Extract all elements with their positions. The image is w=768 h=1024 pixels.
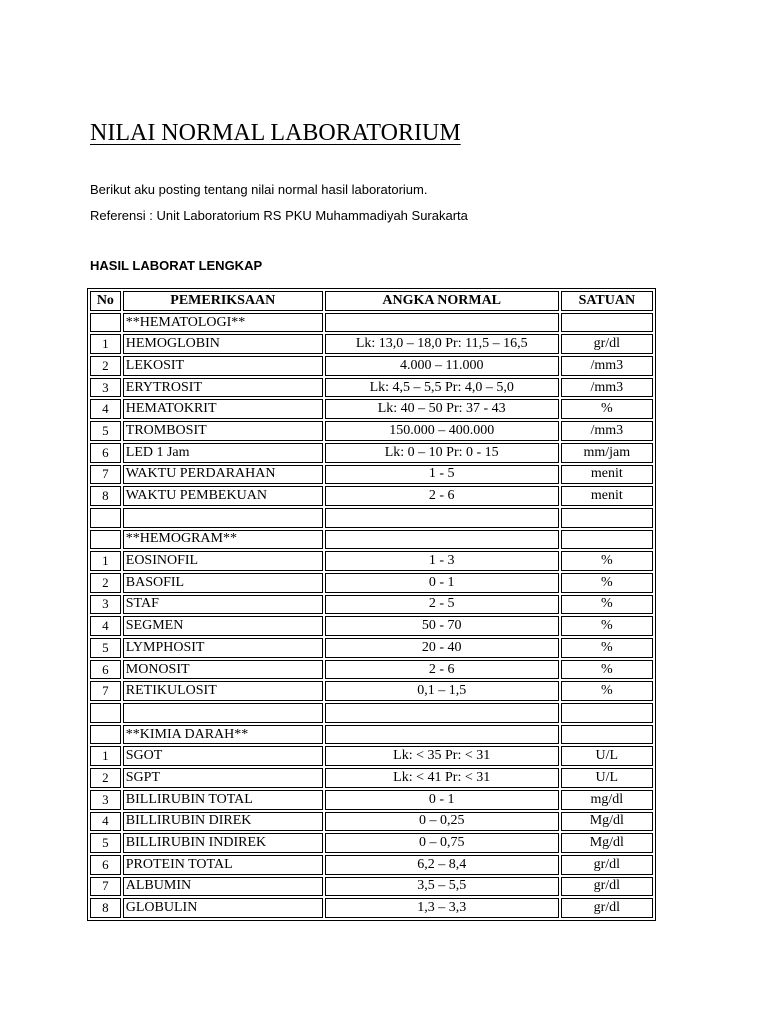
test-name <box>123 508 323 528</box>
row-number <box>90 703 121 723</box>
table-row <box>90 768 653 788</box>
test-name: ERYTROSIT <box>123 378 323 398</box>
table-row <box>90 746 653 766</box>
normal-range <box>325 530 559 550</box>
unit: % <box>561 616 653 636</box>
table-row <box>90 508 653 528</box>
unit: Mg/dl <box>561 812 653 832</box>
test-name: LYMPHOSIT <box>123 638 323 658</box>
unit: menit <box>561 465 653 485</box>
test-name: TROMBOSIT <box>123 421 323 441</box>
unit: % <box>561 595 653 615</box>
unit <box>561 313 653 333</box>
test-name: HEMATOKRIT <box>123 399 323 419</box>
normal-range: 50 - 70 <box>325 616 559 636</box>
table-row <box>90 898 653 918</box>
unit: gr/dl <box>561 898 653 918</box>
table-row <box>90 573 653 593</box>
table-header-row <box>90 291 653 311</box>
unit: % <box>561 551 653 571</box>
test-name: BILLIRUBIN DIREK <box>123 812 323 832</box>
normal-range: Lk: 13,0 – 18,0 Pr: 11,5 – 16,5 <box>325 334 559 354</box>
page-title: NILAI NORMAL LABORATORIUM <box>90 120 461 146</box>
normal-range: 1 - 3 <box>325 551 559 571</box>
test-name: SGPT <box>123 768 323 788</box>
row-number: 3 <box>90 378 121 398</box>
normal-range: 0 - 1 <box>325 790 559 810</box>
test-name: SGOT <box>123 746 323 766</box>
unit: % <box>561 573 653 593</box>
test-name: LEKOSIT <box>123 356 323 376</box>
unit: mm/jam <box>561 443 653 463</box>
row-number <box>90 530 121 550</box>
header-satuan: SATUAN <box>561 291 653 311</box>
test-name: STAF <box>123 595 323 615</box>
test-name: **HEMOGRAM** <box>123 530 323 550</box>
row-number: 1 <box>90 551 121 571</box>
normal-range: 0,1 – 1,5 <box>325 681 559 701</box>
table-row <box>90 356 653 376</box>
table-row <box>90 790 653 810</box>
unit: menit <box>561 486 653 506</box>
unit: % <box>561 399 653 419</box>
test-name: EOSINOFIL <box>123 551 323 571</box>
header-no: No <box>90 291 121 311</box>
normal-range <box>325 313 559 333</box>
intro-text: Berikut aku posting tentang nilai normal hasil laboratorium. <box>90 182 428 197</box>
test-name: MONOSIT <box>123 660 323 680</box>
unit <box>561 703 653 723</box>
row-number <box>90 508 121 528</box>
unit <box>561 508 653 528</box>
reference-text: Referensi : Unit Laboratorium RS PKU Muhammadiyah Surakarta <box>90 208 468 223</box>
row-number: 1 <box>90 746 121 766</box>
normal-range: 0 - 1 <box>325 573 559 593</box>
unit: /mm3 <box>561 421 653 441</box>
test-name: **HEMATOLOGI** <box>123 313 323 333</box>
test-name: HEMOGLOBIN <box>123 334 323 354</box>
row-number: 2 <box>90 356 121 376</box>
normal-range: Lk: < 35 Pr: < 31 <box>325 746 559 766</box>
unit: /mm3 <box>561 356 653 376</box>
table-row <box>90 595 653 615</box>
table-row <box>90 486 653 506</box>
row-number: 4 <box>90 616 121 636</box>
row-number <box>90 313 121 333</box>
row-number: 7 <box>90 681 121 701</box>
normal-range <box>325 703 559 723</box>
unit <box>561 725 653 745</box>
unit: /mm3 <box>561 378 653 398</box>
table-row <box>90 725 653 745</box>
row-number: 6 <box>90 855 121 875</box>
normal-range: Lk: 4,5 – 5,5 Pr: 4,0 – 5,0 <box>325 378 559 398</box>
table-row <box>90 443 653 463</box>
test-name: SEGMEN <box>123 616 323 636</box>
row-number: 6 <box>90 443 121 463</box>
row-number: 4 <box>90 812 121 832</box>
table-row <box>90 378 653 398</box>
unit: Mg/dl <box>561 833 653 853</box>
test-name: LED 1 Jam <box>123 443 323 463</box>
test-name: BILLIRUBIN TOTAL <box>123 790 323 810</box>
normal-range <box>325 508 559 528</box>
normal-range: 6,2 – 8,4 <box>325 855 559 875</box>
normal-range: Lk: 0 – 10 Pr: 0 - 15 <box>325 443 559 463</box>
test-name: ALBUMIN <box>123 877 323 897</box>
table-row <box>90 833 653 853</box>
row-number: 6 <box>90 660 121 680</box>
table-row <box>90 616 653 636</box>
table-row <box>90 551 653 571</box>
table-row <box>90 877 653 897</box>
unit: mg/dl <box>561 790 653 810</box>
unit: U/L <box>561 746 653 766</box>
header-angka-normal: ANGKA NORMAL <box>325 291 559 311</box>
normal-range: Lk: 40 – 50 Pr: 37 - 43 <box>325 399 559 419</box>
table-row <box>90 334 653 354</box>
test-name <box>123 703 323 723</box>
table-row <box>90 855 653 875</box>
normal-range: 4.000 – 11.000 <box>325 356 559 376</box>
normal-range: 2 - 6 <box>325 486 559 506</box>
row-number: 3 <box>90 790 121 810</box>
row-number: 7 <box>90 465 121 485</box>
unit: gr/dl <box>561 334 653 354</box>
row-number: 1 <box>90 334 121 354</box>
table-row <box>90 313 653 333</box>
row-number: 2 <box>90 768 121 788</box>
normal-range: 2 - 5 <box>325 595 559 615</box>
normal-range <box>325 725 559 745</box>
test-name: PROTEIN TOTAL <box>123 855 323 875</box>
normal-range: 3,5 – 5,5 <box>325 877 559 897</box>
row-number: 7 <box>90 877 121 897</box>
row-number: 4 <box>90 399 121 419</box>
test-name: BASOFIL <box>123 573 323 593</box>
row-number: 2 <box>90 573 121 593</box>
table-row <box>90 421 653 441</box>
header-pemeriksaan: PEMERIKSAAN <box>123 291 323 311</box>
unit: gr/dl <box>561 877 653 897</box>
normal-range: 0 – 0,75 <box>325 833 559 853</box>
unit: % <box>561 638 653 658</box>
unit <box>561 530 653 550</box>
normal-range: 0 – 0,25 <box>325 812 559 832</box>
normal-range: 150.000 – 400.000 <box>325 421 559 441</box>
normal-range: 1 - 5 <box>325 465 559 485</box>
row-number: 8 <box>90 898 121 918</box>
normal-range: 2 - 6 <box>325 660 559 680</box>
table-row <box>90 530 653 550</box>
row-number: 5 <box>90 421 121 441</box>
section-heading: HASIL LABORAT LENGKAP <box>90 258 263 273</box>
unit: % <box>561 660 653 680</box>
test-name: BILLIRUBIN INDIREK <box>123 833 323 853</box>
test-name: **KIMIA DARAH** <box>123 725 323 745</box>
row-number: 8 <box>90 486 121 506</box>
row-number: 5 <box>90 638 121 658</box>
table-row <box>90 465 653 485</box>
table-row <box>90 638 653 658</box>
table-row <box>90 681 653 701</box>
test-name: GLOBULIN <box>123 898 323 918</box>
row-number <box>90 725 121 745</box>
row-number: 3 <box>90 595 121 615</box>
table-row <box>90 399 653 419</box>
table-row <box>90 703 653 723</box>
test-name: RETIKULOSIT <box>123 681 323 701</box>
unit: % <box>561 681 653 701</box>
normal-range: Lk: < 41 Pr: < 31 <box>325 768 559 788</box>
normal-range: 1,3 – 3,3 <box>325 898 559 918</box>
table-row <box>90 812 653 832</box>
normal-range: 20 - 40 <box>325 638 559 658</box>
test-name: WAKTU PEMBEKUAN <box>123 486 323 506</box>
lab-values-table <box>87 288 656 921</box>
table-row <box>90 660 653 680</box>
test-name: WAKTU PERDARAHAN <box>123 465 323 485</box>
unit: U/L <box>561 768 653 788</box>
row-number: 5 <box>90 833 121 853</box>
unit: gr/dl <box>561 855 653 875</box>
table-body <box>90 313 653 918</box>
